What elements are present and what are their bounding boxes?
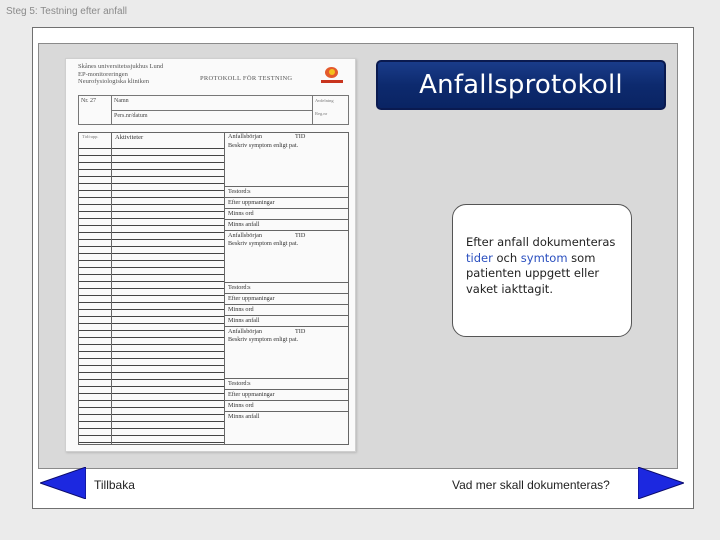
hospital-logo-icon: [321, 67, 343, 87]
form-header-institution: Skånes universitetssjukhus Lund EP-monitoreringen Neurofysiologiska kliniken: [78, 63, 164, 85]
next-button[interactable]: Vad mer skall dokumenteras?: [452, 478, 610, 492]
anfall-block-2: Anfallsbörjan TID: [225, 230, 348, 241]
anfall-block-1: Anfallsbörjan TID: [228, 133, 306, 140]
form-dept-field: Avdelning: [315, 98, 334, 103]
form-reg-field: Reg.nr: [315, 111, 328, 116]
column-header-time: Tid/rapp.: [82, 134, 99, 139]
right-arrow-icon[interactable]: [638, 467, 684, 499]
back-button[interactable]: Tillbaka: [94, 478, 135, 492]
highlight-tider: tider: [466, 250, 493, 265]
form-name-field: Namn: [114, 98, 129, 104]
back-arrow-svg[interactable]: [40, 467, 86, 499]
form-number: Nr. 27: [79, 96, 112, 124]
form-pnr-field: Pers.nr/datum: [114, 113, 148, 119]
anfall-block-3: Anfallsbörjan TID: [225, 326, 348, 337]
highlight-symtom: symtom: [520, 250, 568, 265]
form-title: PROTOKOLL FÖR TESTNING: [200, 75, 293, 82]
form-header: [78, 63, 349, 95]
left-arrow-icon[interactable]: [40, 467, 86, 499]
form-grid: Tid/rapp. Aktiviteter Anfallsbörjan TID Beskriv symptom enligt pat. Testord:s Efter uppmaningar Minns ord Minns anfall Anfallsbörjan TID Beskriv symptom enligt pat. Testord:s Efter uppmaningar Minns ord Minns anfall Anfallsbörjan TID Beskriv symptom enligt pat. Testord:s Efter uppmaningar Minns ord Minns anfall: [78, 132, 349, 445]
form-patient-info: [78, 95, 349, 125]
step-title: Steg 5: Testning efter anfall: [6, 6, 128, 17]
page-title-banner: Anfallsprotokoll: [376, 60, 666, 110]
info-callout: Efter anfall dokumenteras tider och symtom som patienten uppgett eller vaket iakttagit.: [452, 204, 632, 337]
column-header-activity: Aktiviteter: [115, 134, 144, 141]
next-arrow-svg[interactable]: [638, 467, 684, 499]
protocol-form-image: [65, 58, 356, 452]
